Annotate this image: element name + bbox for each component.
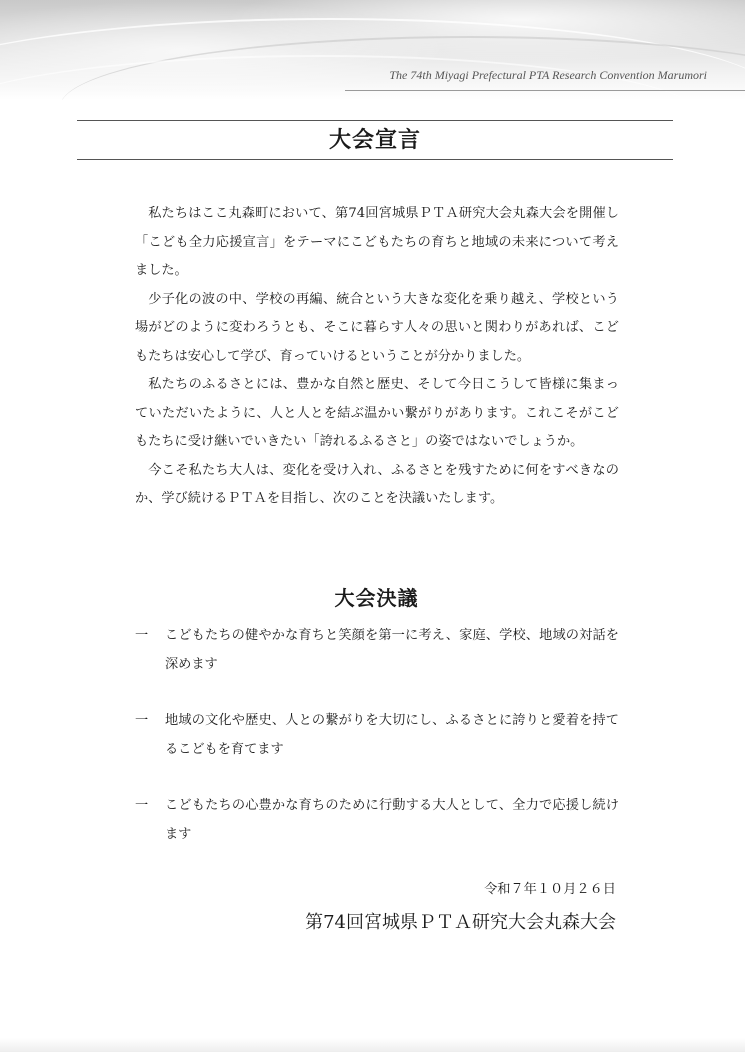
declaration-date: 令和７年１０月２６日 <box>484 882 616 897</box>
declaration-paragraph: 私たちはここ丸森町において、第74回宮城県ＰＴＡ研究大会丸森大会を開催し「こども全力応援宣言」をテーマにこどもたちの育ちと地域の未来について考えました。 <box>135 206 619 278</box>
resolution-item <box>135 622 619 679</box>
footer-band <box>0 1038 745 1052</box>
organizer-name: 第74回宮城県ＰＴＡ研究大会丸森大会 <box>305 912 616 933</box>
resolution-text: こどもたちの健やかな育ちと笑顔を第一に考え、家庭、学校、地域の対話を深めます <box>165 628 619 672</box>
header-caption: The 74th Miyagi Prefectural PTA Research Convention Marumori <box>389 68 707 82</box>
resolution-text: 地域の文化や歴史、人との繋がりを大切にし、ふるさとに誇りと愛着を持てるこどもを育てます <box>165 713 619 757</box>
header-rule <box>345 90 745 91</box>
declaration-paragraph: 今こそ私たち大人は、変化を受け入れ、ふるさとを残すために何をすべきなのか、学び続けるＰＴＡを目指し、次のことを決議いたします。 <box>135 462 619 506</box>
resolution-bullet: 一 <box>135 628 149 643</box>
declaration-paragraph: 私たちのふるさとには、豊かな自然と歴史、そして今日こうして皆様に集まっていただいたように、人と人とを結ぶ温かい繋がりがあります。これこそがこどもたちに受け継いでいきたい「誇れるふるさと」の姿ではないでしょうか。 <box>135 377 619 449</box>
resolution-bullet: 一 <box>135 713 149 728</box>
declaration-paragraph: 少子化の波の中、学校の再編、統合という大きな変化を乗り越え、学校という場がどのように変わろうとも、そこに暮らす人々の思いと関わりがあれば、こどもたちは安心して学び、育っていけるということが分かりました。 <box>135 291 619 364</box>
declaration-body <box>135 200 619 514</box>
header-banner <box>0 0 745 100</box>
resolution-text: こどもたちの心豊かな育ちのために行動する大人として、全力で応援し続けます <box>165 798 619 842</box>
resolution-list <box>135 622 619 877</box>
resolution-bullet: 一 <box>135 798 149 813</box>
title-block <box>77 120 673 160</box>
page-title: 大会宣言 <box>328 127 421 153</box>
resolution-title: 大会決議 <box>334 586 419 610</box>
resolution-item <box>135 792 619 849</box>
resolution-item <box>135 707 619 764</box>
